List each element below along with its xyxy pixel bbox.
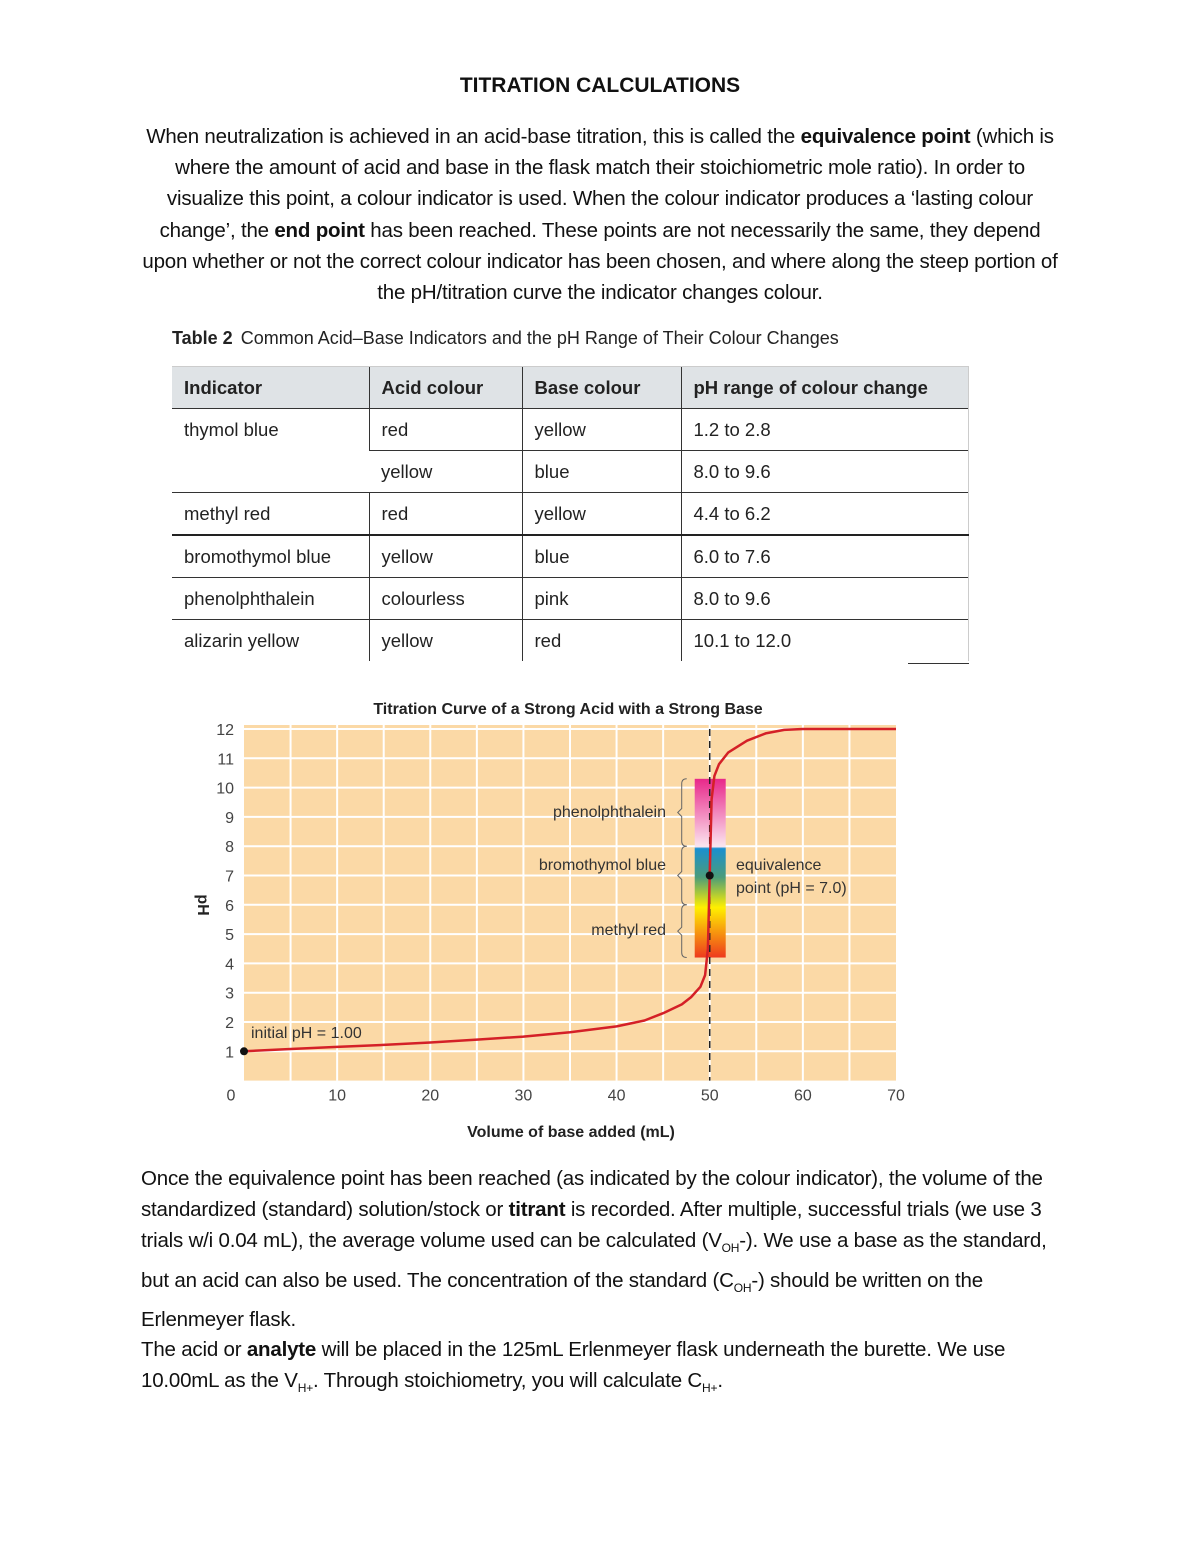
- table-cell: yellow: [522, 409, 681, 451]
- table-cell: thymol blue: [172, 409, 369, 493]
- y-tick-label: 5: [225, 927, 234, 945]
- bold-term: equivalence point: [800, 125, 971, 148]
- table-cell: yellow: [369, 451, 522, 493]
- x-tick-label: 30: [514, 1087, 533, 1105]
- table-label: Table 2: [172, 328, 233, 348]
- y-tick-label: 4: [225, 956, 234, 974]
- text: -) should be written on the Erlenmeyer flask.: [141, 1268, 983, 1331]
- table-cell: alizarin yellow: [172, 620, 369, 662]
- subscript: OH: [721, 1241, 740, 1256]
- text: Once the equivalence point has been reached (as indicated by the colour indicator), the volume of the standardized (standard) solution/stock or: [141, 1167, 1043, 1222]
- initial-point-marker: [240, 1047, 248, 1055]
- table-cell: colourless: [369, 578, 522, 620]
- table-cell: 8.0 to 9.6: [681, 451, 969, 493]
- body-paragraph-1: [141, 1163, 1071, 1335]
- y-tick-label: 9: [225, 809, 234, 827]
- text: will be placed in the 125mL Erlenmeyer flask underneath the burette. We use 10.00mL as the V: [141, 1338, 1006, 1393]
- table-cell: red: [522, 620, 681, 662]
- indicator-label-phenolphthalein: phenolphthalein: [553, 804, 666, 821]
- column-header: Base colour: [522, 367, 681, 409]
- subscript: H+: [702, 1381, 718, 1396]
- bold-term: titrant: [508, 1198, 566, 1222]
- text: .: [717, 1369, 723, 1393]
- table-cell: 8.0 to 9.6: [681, 578, 969, 620]
- table-cell: 4.4 to 6.2: [681, 493, 969, 536]
- y-tick-label: 12: [216, 722, 234, 739]
- equivalence-point-marker: [706, 872, 714, 880]
- y-tick-label: 1: [225, 1044, 234, 1062]
- subscript: H+: [297, 1381, 314, 1396]
- table-cell: blue: [522, 451, 681, 493]
- bold-term: end point: [274, 218, 365, 242]
- indicator-label-bromothymol-blue: bromothymol blue: [538, 857, 666, 874]
- text: When neutralization is achieved in an acid-base titration, this is called the: [146, 125, 801, 148]
- text: has been reached. These points are not necessarily the same, they depend upon whether or not the correct colour indicator has been chosen, and where along the steep portion of the pH/titration curve the indicator changes colour.: [142, 218, 1058, 305]
- y-tick-label: 11: [217, 751, 234, 769]
- column-header: pH range of colour change: [681, 367, 969, 409]
- x-axis-label: Volume of base added (mL): [467, 1124, 675, 1141]
- body-paragraph-2: [141, 1334, 1071, 1405]
- y-tick-label: 7: [225, 868, 234, 886]
- x-tick-label: 60: [793, 1087, 812, 1105]
- y-tick-label: 2: [225, 1015, 234, 1032]
- y-tick-label: 6: [225, 897, 234, 915]
- subscript: OH: [733, 1280, 752, 1295]
- y-axis-label: pH: [194, 894, 211, 916]
- text: -). We use a base as the standard, but an acid can also be used. The concentration of the standard (C: [141, 1229, 1047, 1292]
- chart-title: Titration Curve of a Strong Acid with a Strong Base: [373, 701, 763, 718]
- bold-term: analyte: [246, 1338, 317, 1361]
- x-tick-label: 70: [887, 1087, 905, 1105]
- equivalence-label-2: point (pH = 7.0): [736, 880, 847, 897]
- table-cell: red: [369, 409, 522, 451]
- table-cell: phenolphthalein: [172, 578, 369, 620]
- table-cell: blue: [522, 535, 681, 578]
- table-cell: yellow: [522, 493, 681, 536]
- column-header: Acid colour: [369, 367, 522, 409]
- y-tick-label: 10: [216, 780, 234, 798]
- page-title: TITRATION CALCULATIONS: [459, 74, 741, 97]
- y-tick-label: 3: [225, 985, 234, 1003]
- indicator-label-methyl-red: methyl red: [591, 922, 666, 939]
- x-tick-label: 10: [328, 1087, 347, 1105]
- table-cell: yellow: [369, 535, 522, 578]
- text: The acid or: [141, 1338, 247, 1361]
- table-cell: 6.0 to 7.6: [681, 535, 969, 578]
- column-header: Indicator: [172, 367, 369, 409]
- table-cell: pink: [522, 578, 681, 620]
- x-tick-label: 50: [700, 1087, 719, 1105]
- table-cell: 1.2 to 2.8: [681, 409, 969, 451]
- table-cell: 10.1 to 12.0: [681, 620, 969, 662]
- text: . Through stoichiometry, you will calculate C: [313, 1369, 703, 1393]
- table-cell: bromothymol blue: [172, 535, 369, 578]
- x-tick-label: 40: [607, 1087, 626, 1105]
- equivalence-label: equivalence: [736, 857, 822, 874]
- table-cell: yellow: [369, 620, 522, 662]
- table-cell: red: [369, 493, 522, 536]
- text: is recorded. After multiple, successful trials (we use 3 trials w/i 0.04 mL), the average volume used can be calculated (V: [141, 1198, 1042, 1253]
- x-tick-label: 20: [421, 1087, 440, 1105]
- text: (which is where the amount of acid and base in the flask match their stoichiometric mole ratio). In order to visualize this point, a colour indicator is used. When the colour indicator produces a ‘lasting colour change’, the: [159, 125, 1054, 242]
- initial-ph-label: initial pH = 1.00: [251, 1025, 362, 1042]
- y-tick-label: 8: [225, 839, 234, 857]
- table-cell: methyl red: [172, 493, 369, 536]
- x-tick-label: 0: [226, 1087, 236, 1105]
- caption-text: Common Acid–Base Indicators and the pH Range of Their Colour Changes: [240, 328, 839, 348]
